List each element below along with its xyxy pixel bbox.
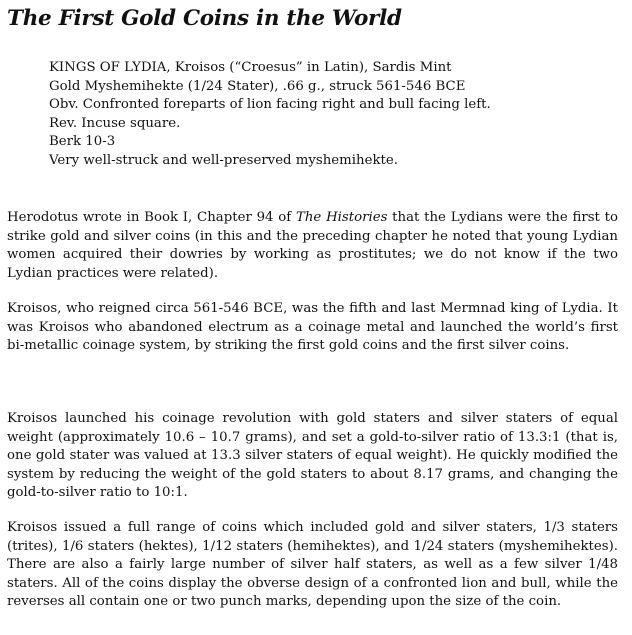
coin-condition: Very well-struck and well-preserved myshemihekte. bbox=[49, 152, 398, 168]
page-title: The First Gold Coins in the World bbox=[7, 6, 402, 31]
coin-denomination: Gold Myshemihekte (1/24 Stater), .66 g., struck 561-546 BCE bbox=[49, 78, 466, 94]
paragraph-herodotus-text-start: Herodotus wrote in Book I, Chapter 94 of bbox=[7, 210, 296, 225]
paragraph-kroisos-reign: Kroisos, who reigned circa 561-546 BCE, was the fifth and last Mermnad king of Lydia. It was Kroisos who abandoned electrum as a coinage metal and launched the world’s first bi-metallic coinage system, by striking the first gold coins and the first silver coins. bbox=[7, 301, 618, 354]
paragraph-coinage-revolution: Kroisos launched his coinage revolution with gold staters and silver staters of equal weight (approximately 10.6 – 10.7 grams), and set a gold-to-silver ratio of 13.3:1 (that is, one gold stater was valued at 13.3 silver staters of equal weight). He quickly modified the system by reducing the weight of the gold staters to about 8.17 grams, and changing the gold-to-silver ratio to 10:1. bbox=[7, 411, 618, 501]
book-title: The Histories bbox=[296, 210, 388, 225]
coin-obverse: Obv. Confronted foreparts of lion facing right and bull facing left. bbox=[49, 97, 491, 113]
coin-reverse: Rev. Incuse square. bbox=[49, 115, 181, 131]
coin-issuer: KINGS OF LYDIA, Kroisos (“Croesus” in Latin), Sardis Mint bbox=[49, 60, 452, 75]
coin-reference: Berk 10-3 bbox=[49, 134, 116, 150]
paragraph-coin-range: Kroisos issued a full range of coins which included gold and silver staters, 1/3 staters (trites), 1/6 staters (hektes), 1/12 staters (hemihektes), and 1/24 staters (myshemihektes). There are also a fairly large number of silver half staters, as well as a few silver 1/48 staters. All of the coins display the obverse design of a confronted lion and bull, while the reverses all contain one or two punch marks, depending upon the size of the coin. bbox=[7, 520, 618, 610]
paragraph-herodotus bbox=[7, 209, 618, 283]
paragraph-herodotus-text-end: that the Lydians were the first to strike gold and silver coins (in this and the preceding chapter he noted that young Lydian women acquired their dowries by working as prostitutes; we do not know if the two Lydian practices were related). bbox=[7, 210, 618, 281]
coin-description bbox=[49, 59, 491, 171]
